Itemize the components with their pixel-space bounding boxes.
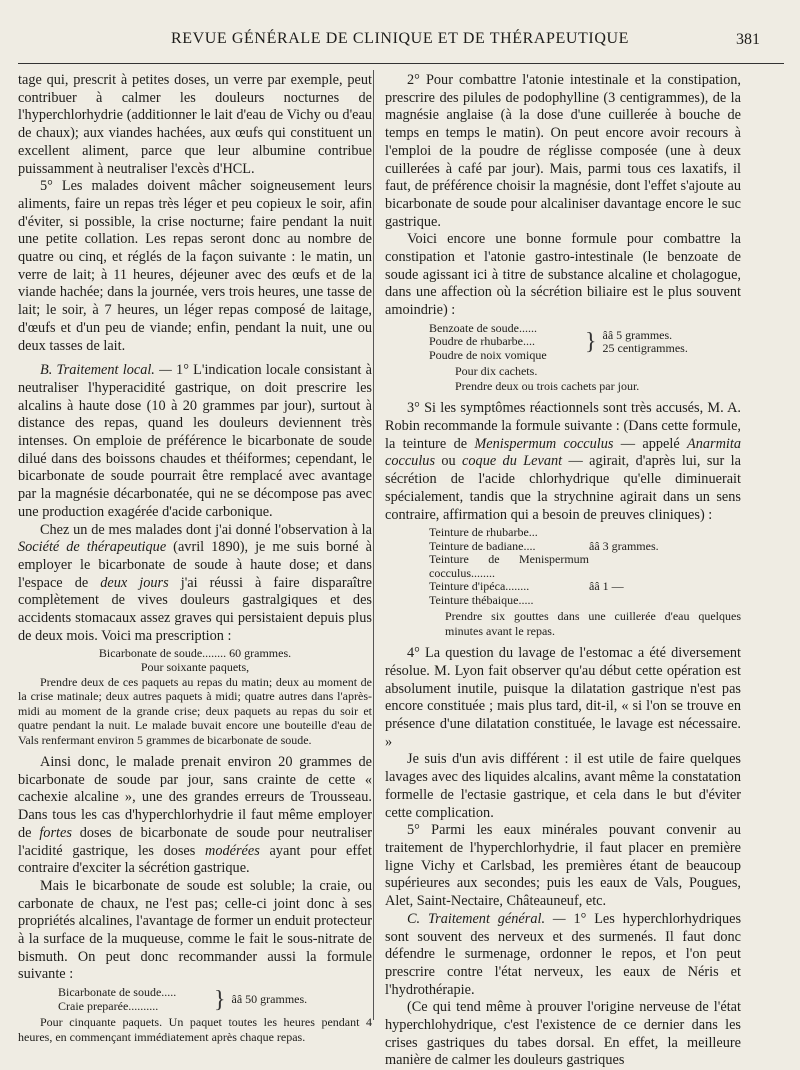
paragraph: (Ce qui tend même à prouver l'origine nerveuse de l'état hyperchlohydrique, c'est l'existence de ce dernier dans les crises gastriques du tabes dorsal. En effet, la meilleure manière de calmer les douleurs gastriques bbox=[385, 999, 741, 1069]
page-number: 381 bbox=[736, 31, 760, 48]
prescription-4: Teinture de rhubarbe... Teinture de badiane.... Teinture de Menispermum cocculus........ Teinture d'ipéca........ Teinture thébaique..... ââ 3 grammes. ââ 1 — bbox=[429, 525, 659, 607]
right-column bbox=[385, 72, 741, 1070]
prescription-note: Prendre six gouttes dans une cuillerée d'eau quelques minutes avant le repas. bbox=[445, 609, 741, 638]
prescription-1: Bicarbonate de soude........ 60 grammes. Pour soixante paquets, bbox=[98, 645, 292, 674]
prescription-3: Benzoate de soude...... Poudre de rhubarbe.... Poudre de noix vomique } ââ 5 grammes. 25 centigrammes. bbox=[429, 320, 688, 362]
prescription-note: Prendre deux de ces paquets au repas du matin; deux au moment de la crise matinale; deux autres paquets à midi; quatre autres dans l'après-midi au moment de la grande crise; deux paquets au repas du soir et quatre pendant la nuit. Le malade buvait encore une bouteille d'eau de Vals renfermant environ 5 grammes de bicarbonate de soude. bbox=[18, 674, 372, 747]
paragraph: 4° La question du lavage de l'estomac a été diversement résolue. M. Lyon fait observer qu'au début cette opération est absolument inutile, puisque la dilatation gastrique n'est pas encore constituée ; mais plus tard, dit-il, « si l'on se trouve en présence d'une dilatation constituée, le lavage est nécessaire. » bbox=[385, 645, 741, 750]
prescription-note: Pour dix cachets. Prendre deux ou trois cachets par jour. bbox=[455, 364, 640, 393]
running-title: REVUE GÉNÉRALE DE CLINIQUE ET DE THÉRAPEUTIQUE bbox=[170, 30, 630, 47]
paragraph: Ainsi donc, le malade prenait environ 20 grammes de bicarbonate de soude par jour, sans crainte de cette « cachexie alcaline », une des grandes erreurs de Trousseau. Dans tous les cas d'hyperchlorhydrie il faut même employer de fortes doses de bicarbonate de soude pour neutraliser l'acidité gastrique, les doses modérées ayant pour effet contraire d'exciter la sécrétion gastrique. bbox=[18, 754, 372, 877]
paragraph: 3° Si les symptômes réactionnels sont très accusés, M. A. Robin recommande la formule suivante : (Dans cette formule, la teinture de Menispermum cocculus — appelé Anarmita cocculus ou coque du Levant — agirait, d'après lui, sur la sécrétion de l'acide chlorhydrique qu'elle diminuerait spécialement, tandis que la strychnine agirait dans un sens contraire, affirmation qui a besoin de preuves cliniques) : bbox=[385, 400, 742, 523]
brace: } bbox=[214, 986, 226, 1013]
paragraph: Chez un de mes malades dont j'ai donné l'observation à la Société de thérapeutique (avril 1890), je me suis borné à employer le bicarbonate de soude à haute dose; et dans l'espace de deux jours j'ai réussi à faire disparaître complètement de vives douleurs gastralgiques et des accidents stomacaux assez graves qui persistaient depuis plus de deux mois. Voici ma prescription : bbox=[18, 521, 372, 644]
paragraph: 5° Les malades doivent mâcher soigneusement leurs aliments, faire un repas très léger et peu copieux le soir, afin d'éviter, si possible, la crise nocturne; faire pendant la nuit une petite collation. Les repas seront donc au nombre de quatre ou cinq, et réglés de la façon suivante : le matin, un verre de lait; à 11 heures, déjeuner avec des œufs et de la viande hachée; dans la journée, vers trois heures, une tasse de lait; le soir, à 7 heures, un léger repas composé de laitage, d'œufs et d'un peu de viande; enfin, pendant la nuit, une ou deux tasses de lait. bbox=[18, 178, 372, 354]
section-heading: B. Traitement local. — bbox=[40, 362, 172, 379]
prescription-note: Pour cinquante paquets. Un paquet toutes les heures pendant 4 heures, en commençant immédiatement après chaque repas. bbox=[18, 1015, 372, 1044]
paragraph: Je suis d'un avis différent : il est utile de faire quelques lavages avec des liquides alcalins, avant même la constatation formelle de l'ectasie gastrique, et cela dans le but d'éviter cette complication. bbox=[385, 751, 741, 821]
left-column bbox=[18, 72, 372, 1044]
brace: } bbox=[585, 329, 597, 356]
paragraph: tage qui, prescrit à petites doses, un verre par exemple, peut contribuer à calmer les douleurs nocturnes de l'hyperchlorhydrie (additionner le lait d'eau de Vichy ou d'eau de chaux); aux viandes hachées, aux œufs qui constituent un excellent aliment, parce que leur albumine contribue puissamment à neutraliser l'excès d'HCL. bbox=[18, 72, 372, 177]
paragraph: C. Traitement général. — 1° Les hyperchlorhydriques sont souvent des nerveux et des surmenés. Il faut donc défendre le surmenage, ordonner le repos, et l'on peut prescrire contre l'état nerveux, les eaux de Néris et l'hydrothérapie. bbox=[385, 910, 742, 998]
paragraph: B. Traitement local. — 1° L'indication locale consistant à neutraliser l'hyperacidité gastrique, on doit prescrire les alcalins à haute dose (10 à 20 grammes par jour), surtout à distance des repas, quand les douleurs deviennent très intenses. On emploie de préférence le bicarbonate de soude dilué dans des boissons chaudes et théiformes; cependant, le bicarbonate de soude pourrait être remplacé avec avantage par la magnésie décarbonatée, qui ne se décompose pas avec une production exagérée d'acide carbonique. bbox=[18, 362, 372, 520]
prescription-2: Bicarbonate de soude..... Craie preparée.......... } ââ 50 grammes. bbox=[58, 985, 308, 1013]
paragraph: Voici encore une bonne formule pour combattre la constipation et l'atonie gastro-intestinale (le benzoate de soude agissant ici à titre de substance alcaline et cholagogue, dans une affection où la sécrétion biliaire est le plus souvent amoindrie) : bbox=[385, 231, 741, 319]
paragraph: 2° Pour combattre l'atonie intestinale et la constipation, prescrire des pilules de podophylline (3 centigrammes), de la magnésie anglaise (à la dose d'une cuillerée à bouche de temps en temps le matin). On peut encore avoir recours à l'emploi de la poudre de réglisse composée (une à deux cuillerées à café par jour). Mais, parmi tous ces laxatifs, il faut, de préférence choisir la magnésie, dont l'effet s'ajoute au bicarbonate de soude pour alcaliniser davantage encore le suc gastrique. bbox=[385, 72, 741, 230]
paragraph: 5° Parmi les eaux minérales pouvant convenir au traitement de l'hyperchlorhydrie, il faut placer en première ligne Vichy et Carlsbad, les premières étant de beaucoup supérieures aux secondes; puis les eaux de Vals, Pougues, Alet, Saint-Nectaire, Châteauneuf, etc. bbox=[385, 822, 741, 910]
header-rule bbox=[18, 63, 784, 64]
paragraph: Mais le bicarbonate de soude est soluble; la craie, ou carbonate de chaux, ne l'est pas; celle-ci joint donc à ses propriétés alcalines, l'avantage de former un enduit protecteur à la surface de la muqueuse, comme le fait le sous-nitrate de bismuth. On peut donc recommander aussi la formule suivante : bbox=[18, 877, 372, 983]
page-header bbox=[0, 30, 800, 54]
column-divider bbox=[373, 70, 374, 1020]
section-heading: C. Traitement général. — bbox=[407, 910, 566, 927]
